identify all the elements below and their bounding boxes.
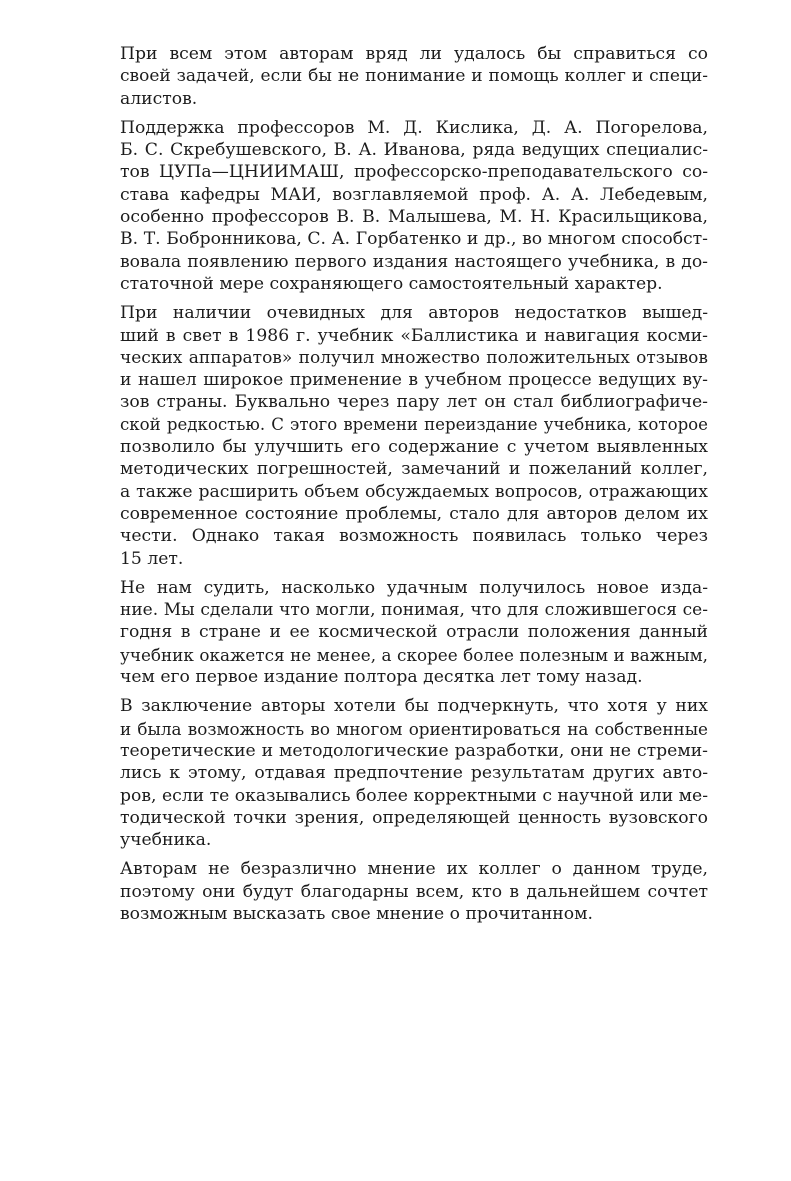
text-line: теоретические и методологические разработки, они не стреми- <box>120 740 708 761</box>
text-line: алистов. <box>120 88 198 109</box>
text-line: При наличии очевидных для авторов недостатков вышед- <box>120 303 708 324</box>
text-line: а также расширить объем обсуждаемых вопросов, отражающих <box>120 481 708 502</box>
text-line: лись к этому, отдавая предпочтение результатам других авто- <box>120 763 708 784</box>
paragraph-1 <box>88 43 708 110</box>
text-line: возможным высказать свое мнение о прочитанном. <box>120 903 593 924</box>
text-line: ской редкостью. С этого времени переиздание учебника, которое <box>120 414 708 434</box>
text-line: поэтому они будут благодарны всем, кто в дальнейшем сочтет <box>120 881 708 902</box>
paragraph-6 <box>88 858 708 925</box>
text-line: тов ЦУПа—ЦНИИМАШ, профессорско-преподавательского со- <box>120 162 708 183</box>
text-line: ческих аппаратов» получил множество положительных отзывов <box>120 347 708 368</box>
text-line: особенно профессоров В. В. Малышева, М. Н. Красильщикова, <box>120 207 708 228</box>
text-line: Авторам не безразлично мнение их коллег о данном труде, <box>120 859 708 880</box>
text-line: В. Т. Бобронникова, С. А. Горбатенко и др., во многом способст- <box>120 229 708 250</box>
text-line: ров, если те оказывались более корректными с научной или ме- <box>120 785 708 806</box>
text-line: своей задачей, если бы не понимание и помощь коллег и специ- <box>120 66 708 87</box>
text-line: В заключение авторы хотели бы подчеркнуть, что хотя у них <box>120 696 708 717</box>
text-line: учебник окажется не менее, а скорее более полезным и важным, <box>120 644 708 665</box>
text-line: 15 лет. <box>120 548 184 569</box>
text-line: и была возможность во многом ориентироваться на собственные <box>120 718 708 739</box>
text-line: Не нам судить, насколько удачным получилось новое изда- <box>120 577 708 598</box>
text-line: чести. Однако такая возможность появилась только через <box>120 526 708 547</box>
text-line: годня в стране и ее космической отрасли положения данный <box>120 622 708 643</box>
text-line: учебника. <box>120 830 212 851</box>
paragraph-2 <box>88 117 708 295</box>
text-line: методических погрешностей, замечаний и пожеланий коллег, <box>120 459 708 480</box>
text-line: современное состояние проблемы, стало для авторов делом их <box>120 503 708 524</box>
paragraph-5 <box>88 695 708 851</box>
text-line: статочной мере сохраняющего самостоятельный характер. <box>120 273 663 294</box>
paragraph-3 <box>88 302 708 570</box>
text-line: ший в свет в 1986 г. учебник «Баллистика и навигация косми- <box>120 325 708 346</box>
text-line: вовала появлению первого издания настоящего учебника, в до- <box>120 251 708 272</box>
text-line: Поддержка профессоров М. Д. Кислика, Д. А. Погорелова, <box>120 117 708 138</box>
text-line: При всем этом авторам вряд ли удалось бы справиться со <box>120 44 708 64</box>
text-line: чем его первое издание полтора десятка лет тому назад. <box>120 667 643 688</box>
document-page <box>88 43 708 932</box>
text-line: зов страны. Буквально через пару лет он стал библиографиче- <box>120 392 708 413</box>
text-line: Б. С. Скребушевского, В. А. Иванова, ряда ведущих специалис- <box>120 140 708 161</box>
text-line: тодической точки зрения, определяющей ценность вузовского <box>120 807 708 828</box>
text-line: ние. Мы сделали что могли, понимая, что для сложившегося се- <box>120 600 708 621</box>
text-line: става кафедры МАИ, возглавляемой проф. А. А. Лебедевым, <box>120 184 708 205</box>
text-line: позволило бы улучшить его содержание с учетом выявленных <box>120 437 708 458</box>
text-line: и нашел широкое применение в учебном процессе ведущих ву- <box>120 370 708 391</box>
paragraph-4 <box>88 577 708 688</box>
